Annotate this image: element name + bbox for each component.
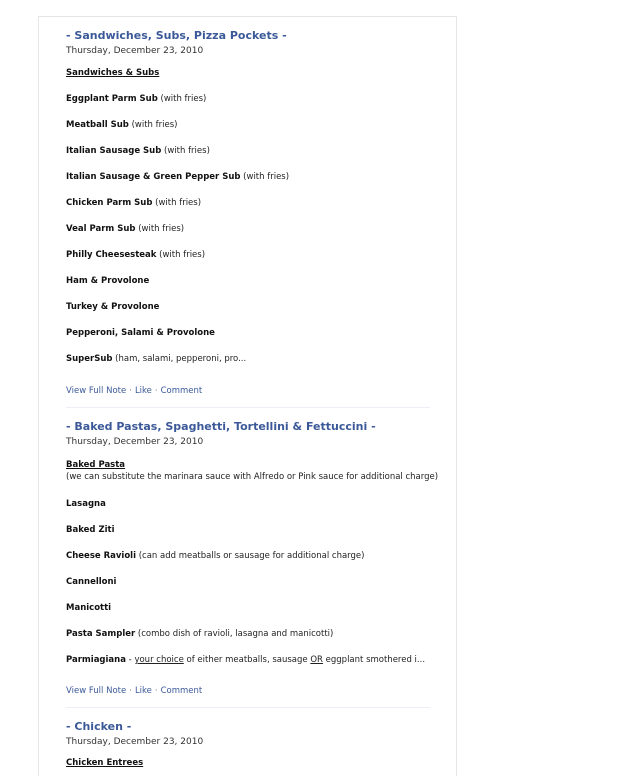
menu-item: Pasta Sampler (combo dish of ravioli, lasagna and manicotti): [66, 629, 334, 639]
note-sandwiches: [66, 29, 430, 57]
separator: ·: [154, 686, 158, 696]
menu-item: Italian Sausage & Green Pepper Sub (with fries): [66, 172, 290, 182]
like-link[interactable]: Like: [134, 386, 152, 396]
comment-link[interactable]: Comment: [160, 386, 203, 396]
note-date: Thursday, December 23, 2010: [66, 437, 204, 447]
note-divider: [66, 407, 430, 408]
note-date: Thursday, December 23, 2010: [66, 737, 204, 747]
note-title[interactable]: - Baked Pastas, Spaghetti, Tortellini & Fettuccini -: [66, 420, 376, 433]
note-baked-pastas: [66, 420, 430, 448]
view-full-note-link[interactable]: View Full Note: [66, 386, 127, 396]
menu-item: Philly Cheesesteak (with fries): [66, 250, 206, 260]
note-actions: [66, 386, 202, 396]
section-heading: Baked Pasta: [66, 460, 126, 470]
view-full-note-link[interactable]: View Full Note: [66, 686, 127, 696]
note-title[interactable]: - Chicken -: [66, 720, 132, 733]
section-heading: Sandwiches & Subs: [66, 68, 160, 78]
menu-item: Veal Parm Sub (with fries): [66, 224, 185, 234]
separator: ·: [129, 386, 132, 396]
comment-link[interactable]: Comment: [160, 686, 203, 696]
menu-item: Italian Sausage Sub (with fries): [66, 146, 210, 156]
menu-item: Baked Ziti: [66, 525, 115, 535]
note-title[interactable]: - Sandwiches, Subs, Pizza Pockets -: [66, 29, 287, 42]
notes-feed: [38, 16, 457, 776]
like-link[interactable]: Like: [134, 686, 152, 696]
menu-item: Lasagna: [66, 499, 106, 509]
menu-item: Pepperoni, Salami & Provolone: [66, 328, 215, 338]
menu-item: Cheese Ravioli (can add meatballs or sausage for additional charge): [66, 551, 365, 561]
separator: ·: [154, 386, 158, 396]
menu-item: Cannelloni: [66, 577, 117, 587]
section-heading: Chicken Entrees: [66, 758, 144, 768]
note-actions: [66, 686, 202, 696]
note-chicken: [66, 720, 430, 748]
menu-item: Parmiagiana - your choice of either meatballs, sausage OR eggplant smothered i...: [66, 655, 426, 665]
menu-item: SuperSub (ham, salami, pepperoni, pro...: [66, 354, 247, 364]
note-divider: [66, 707, 430, 708]
menu-item: Eggplant Parm Sub (with fries): [66, 94, 207, 104]
note-date: Thursday, December 23, 2010: [66, 46, 204, 56]
menu-item: Turkey & Provolone: [66, 302, 160, 312]
menu-item: Manicotti: [66, 603, 112, 613]
menu-item: Ham & Provolone: [66, 276, 150, 286]
menu-item: Chicken Parm Sub (with fries): [66, 198, 202, 208]
separator: ·: [129, 686, 132, 696]
menu-item: Meatball Sub (with fries): [66, 120, 178, 130]
section-note: (we can substitute the marinara sauce with Alfredo or Pink sauce for additional charge): [66, 472, 439, 482]
